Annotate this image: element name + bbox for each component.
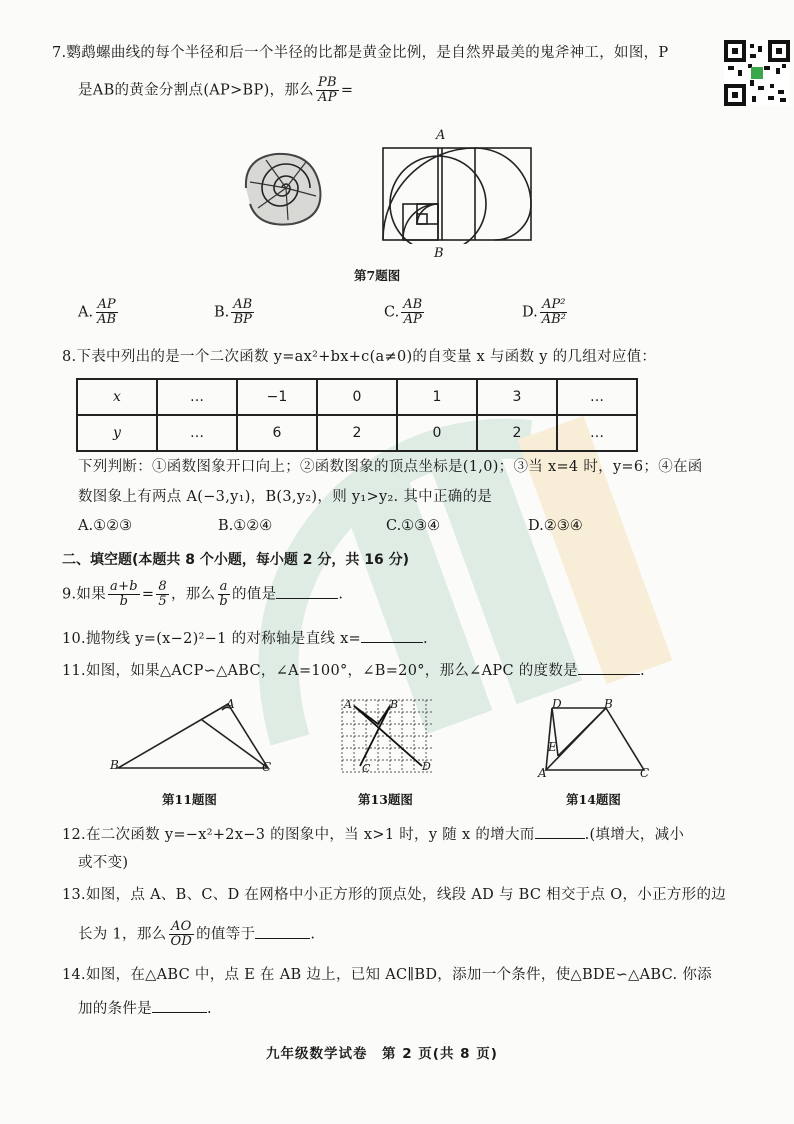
q8-option-a: A.①②③ <box>78 518 133 534</box>
q7-frac-den: AP <box>318 90 337 105</box>
fig11-label-A: A <box>226 697 235 711</box>
q12-answer-blank[interactable] <box>535 822 585 839</box>
fig13-label-A: A <box>344 698 352 711</box>
q7-option-a <box>78 298 120 327</box>
q13-frac-num: AO <box>170 919 192 934</box>
fig13-label-B: B <box>390 698 399 711</box>
section-fill-in-title: 二、填空题(本题共 8 个小题，每小题 2 分，共 16 分) <box>62 552 410 568</box>
table-cell: 1 <box>397 379 477 415</box>
q9-frac3-den: b <box>219 594 228 609</box>
q7-option-b-den: BP <box>233 312 252 327</box>
q9-frac2-den: 5 <box>158 594 167 609</box>
fig14-label-A: A <box>538 766 547 780</box>
q9-equals: = <box>141 586 155 603</box>
q9-frac3-num: a <box>219 579 228 594</box>
table-cell: 2 <box>477 415 557 451</box>
q8-stem: 8.下表中列出的是一个二次函数 y=ax²+bx+c(a≠0)的自变量 x 与函数 y 的几组对应值： <box>62 349 657 365</box>
table-cell: 2 <box>317 415 397 451</box>
golden-rectangle-figure <box>380 140 536 244</box>
q13-answer-blank[interactable] <box>255 922 310 939</box>
q13-text-post: 的值等于 <box>196 926 256 943</box>
fig11-label-B: B <box>110 758 119 772</box>
q9-text-pre: 9.如果 <box>62 586 107 603</box>
q8-judge-line1: 下列判断：①函数图象开口向上；②函数图象的顶点坐标是(1,0)；③当 x=4 时，y=6；④在函 <box>78 459 703 475</box>
qr-code <box>724 40 790 106</box>
q13-line1: 13.如图，点 A、B、C、D 在网格中小正方形的顶点处，线段 AD 与 BC 相交于点 O，小正方形的边 <box>62 887 727 903</box>
q14-line1: 14.如图，在△ABC 中，点 E 在 AB 边上，已知 AC∥BD，添加一个条件，使△BDE∽△ABC. 你添 <box>62 967 712 983</box>
q12-hint: .(填增大，减小 <box>584 827 685 843</box>
fig13-label-D: D <box>422 760 431 773</box>
q7-fig-label-B: B <box>434 246 444 261</box>
q11-answer-blank[interactable] <box>578 658 640 675</box>
q11-period: . <box>639 663 645 679</box>
table-cell: y <box>77 415 157 451</box>
q7-caption: 第7题图 <box>354 268 401 283</box>
q9-frac2-num: 8 <box>158 579 167 594</box>
q11 <box>62 658 645 682</box>
table-cell: 0 <box>397 415 477 451</box>
q7-option-b <box>214 298 256 327</box>
table-cell: … <box>557 379 637 415</box>
q12-text: 12.在二次函数 y=−x²+2x−3 的图象中，当 x>1 时，y 随 x 的增大而 <box>62 827 535 843</box>
q7-fraction <box>316 76 339 105</box>
q7-option-d-den: AB² <box>541 312 566 327</box>
q7-frac-num: PB <box>317 75 337 90</box>
q8-option-c: C.①③④ <box>386 518 441 534</box>
q8-value-table <box>76 378 638 452</box>
q14-period: . <box>207 1001 212 1017</box>
table-cell: … <box>157 415 237 451</box>
q13-frac-den: OD <box>170 934 193 949</box>
q9-answer-blank[interactable] <box>276 582 338 599</box>
q7-option-b-letter: B. <box>214 304 230 321</box>
figure-11-triangle <box>110 692 280 784</box>
fig14-label-B: B <box>604 697 613 711</box>
q9-frac1-den: b <box>119 594 129 609</box>
table-cell: 3 <box>477 379 557 415</box>
q13-period: . <box>310 926 316 943</box>
q7-option-c-den: AP <box>403 312 422 327</box>
table-cell: x <box>77 379 157 415</box>
q7-option-d-letter: D. <box>522 304 538 321</box>
fig11-caption: 第11题图 <box>162 792 217 807</box>
q9 <box>62 580 343 609</box>
q14-line2 <box>78 996 212 1020</box>
fig13-caption: 第13题图 <box>358 792 413 807</box>
q10 <box>62 626 428 650</box>
q8-option-b: B.①②④ <box>218 518 273 534</box>
q11-text: 11.如图，如果△ACP∽△ABC，∠A=100°，∠B=20°，那么∠APC 的度数是 <box>62 663 578 679</box>
q7-equals: = <box>340 82 354 99</box>
table-row-y <box>77 415 637 451</box>
fig14-label-E: E <box>548 740 557 754</box>
page-footer: 九年级数学试卷 第 2 页(共 8 页) <box>266 1046 498 1062</box>
q7-option-c-letter: C. <box>384 304 400 321</box>
q13-line2 <box>78 920 315 949</box>
q7-option-d-num: AP² <box>542 297 566 312</box>
fig13-label-C: C <box>362 762 371 775</box>
q14-text: 加的条件是 <box>78 1001 152 1017</box>
q7-stem-line2 <box>78 76 353 105</box>
table-cell: 0 <box>317 379 397 415</box>
q7-option-a-num: AP <box>97 297 116 312</box>
q8-option-d: D.②③④ <box>528 518 583 534</box>
q7-fig-label-A: A <box>436 128 446 143</box>
q7-option-d <box>522 298 570 327</box>
q7-stem-line2-text: 是AB的黄金分割点(AP>BP)，那么 <box>78 82 314 99</box>
q10-answer-blank[interactable] <box>361 626 423 643</box>
q7-option-a-den: AB <box>97 312 117 327</box>
q7-option-c-num: AB <box>403 297 423 312</box>
q12-line1 <box>62 822 684 846</box>
fig14-label-C: C <box>640 766 650 780</box>
q7-stem-line1: 7.鹦鹉螺曲线的每个半径和后一个半径的比都是黄金比例，是自然界最美的鬼斧神工，如图，P <box>52 45 669 61</box>
q7-option-b-num: AB <box>233 297 253 312</box>
fig11-label-C: C <box>262 760 272 774</box>
table-cell: 6 <box>237 415 317 451</box>
q10-text: 10.抛物线 y=(x−2)²−1 的对称轴是直线 x= <box>62 631 362 647</box>
q13-text-pre: 长为 1，那么 <box>78 926 167 943</box>
table-cell: −1 <box>237 379 317 415</box>
q8-judge-line2: 数图象上有两点 A(−3,y₁)，B(3,y₂)，则 y₁>y₂. 其中正确的是 <box>78 489 493 505</box>
table-cell: … <box>557 415 637 451</box>
table-row-x <box>77 379 637 415</box>
q9-frac1-num: a+b <box>110 579 138 594</box>
q9-period: . <box>338 586 344 603</box>
q9-text-mid: ，那么 <box>170 586 216 603</box>
q10-period: . <box>423 631 428 647</box>
q12-line2: 或不变) <box>78 855 129 871</box>
q7-option-a-letter: A. <box>78 304 94 321</box>
table-cell: … <box>157 379 237 415</box>
q7-option-c <box>384 298 426 327</box>
q9-text-post: 的值是 <box>231 586 277 603</box>
fig14-label-D: D <box>552 697 562 711</box>
nautilus-shell-image <box>236 148 328 230</box>
fig14-caption: 第14题图 <box>566 792 621 807</box>
q14-answer-blank[interactable] <box>152 996 207 1013</box>
